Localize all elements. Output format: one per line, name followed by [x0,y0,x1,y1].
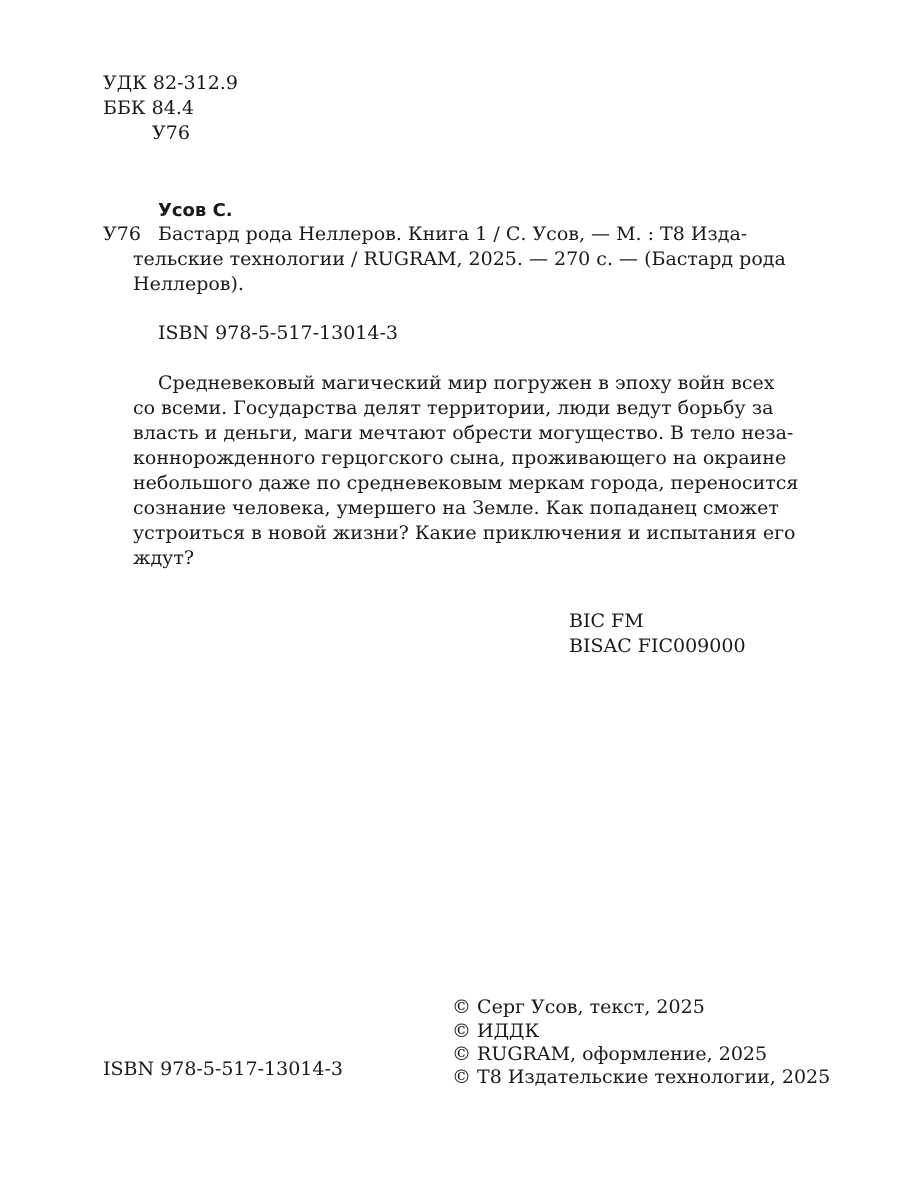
annotation-line: сознание человека, умершего на Земле. Как попаданец сможет [133,497,779,519]
copyright-line: © Серг Усов, текст, 2025 [452,996,705,1018]
copyright-line: © RUGRAM, оформление, 2025 [452,1043,768,1065]
description-line: Неллеров). [133,273,244,295]
annotation-line: власть и деньги, маги мечтают обрести могущество. В тело неза- [133,422,794,444]
footer-isbn: ISBN 978-5-517-13014-3 [103,1058,343,1080]
annotation-line: ждут? [133,547,195,569]
copyright-line: © ИДДК [452,1020,540,1042]
bic-code: BIC FM [569,610,644,632]
description-line: Бастард рода Неллеров. Книга 1 / С. Усов, — М. : Т8 Изда- [158,223,748,245]
bbk-code: ББК 84.4 [103,97,194,119]
copyright-line: © Т8 Издательские технологии, 2025 [452,1066,831,1088]
annotation-line: со всеми. Государства делят территории, люди ведут борьбу за [133,397,774,419]
bisac-code: BISAC FIC009000 [569,635,746,657]
isbn-record: ISBN 978-5-517-13014-3 [158,322,398,344]
annotation-line: небольшого даже по средневековым меркам города, переносится [133,472,799,494]
udk-code: УДК 82-312.9 [103,72,238,94]
author-mark: У76 [103,223,141,245]
author-mark-top: У76 [152,122,190,144]
annotation-line: устроиться в новой жизни? Какие приключения и испытания его [133,522,796,544]
annotation-line: Средневековый магический мир погружен в эпоху войн всех [158,372,775,394]
annotation-line: коннорожденного герцогского сына, проживающего на окраине [133,447,787,469]
description-line: тельские технологии / RUGRAM, 2025. — 270 с. — (Бастард рода [133,248,786,270]
author-name: Усов С. [158,200,233,221]
